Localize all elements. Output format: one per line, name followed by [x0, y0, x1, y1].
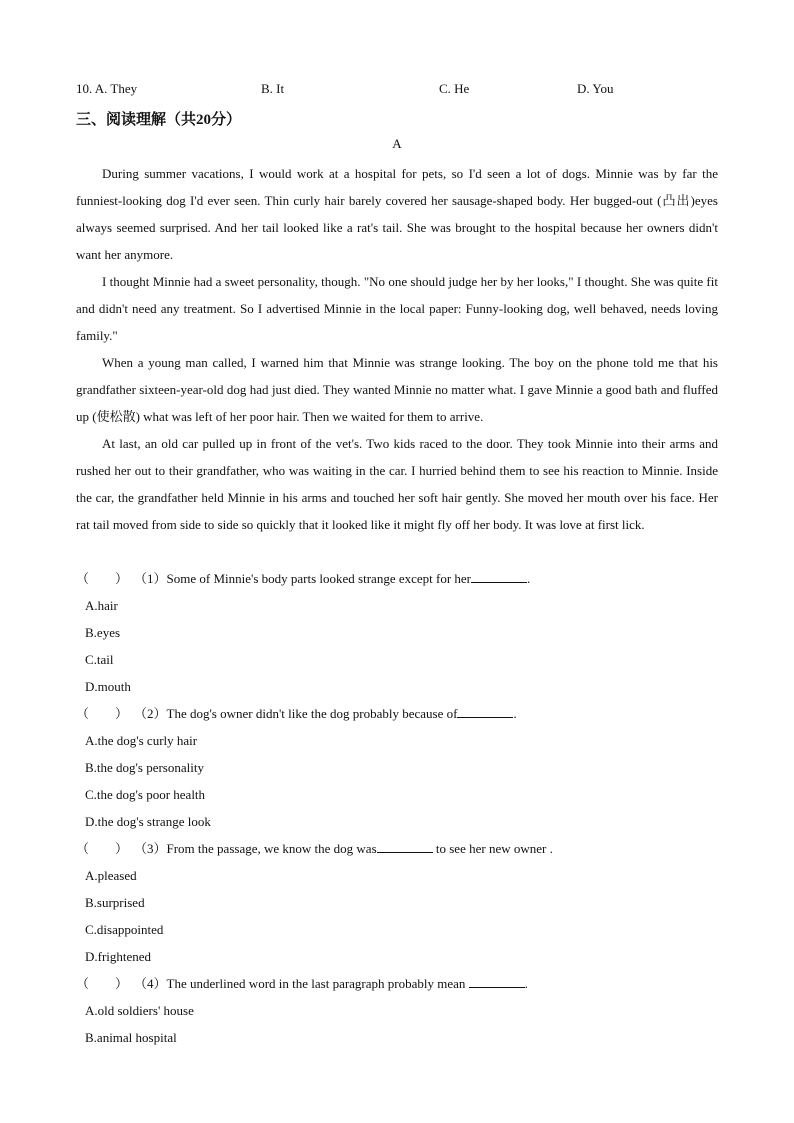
question-stem	[76, 700, 716, 727]
choice: B.eyes	[85, 625, 121, 640]
section-title: 三、阅读理解（共20分）	[76, 112, 242, 128]
paragraph: When a young man called, I warned him that Minnie was strange looking. The boy on the phone told me that his grandfather sixteen-year-old dog had just died. They wanted Minnie no matter what. I gave Minnie a good bath and fluffed up (使松散) what was left of her poor hair. Then we waited for them to arrive.	[76, 355, 718, 424]
stem-text: （2）The dog's owner didn't like the dog probably because of	[134, 706, 458, 721]
paragraph: During summer vacations, I would work at a hospital for pets, so I'd seen a lot of dogs. Minnie was by far the funniest-looking dog I'd ever seen. Thin curly hair barely covered her sausage-shaped body. Her bugged-out (凸出)eyes always seemed surprised. And her tail looked like a rat's tail. She was brought to the hospital because her owners didn't want her anymore.	[76, 166, 718, 262]
choice: B.surprised	[85, 895, 145, 910]
stem-text: （4）The underlined word in the last paragraph probably mean	[134, 976, 469, 991]
answer-blank	[457, 704, 513, 718]
answer-blank	[469, 974, 525, 988]
choice: B.animal hospital	[85, 1030, 177, 1045]
paragraph: I thought Minnie had a sweet personality, though. "No one should judge her by her looks," I thought. She was quite fit and didn't need any treatment. So I advertised Minnie in the local paper: Funny-looking dog, well behaved, needs loving family."	[76, 274, 718, 343]
choice: C.disappointed	[85, 922, 164, 937]
question-1	[76, 565, 716, 700]
question-stem	[76, 565, 716, 592]
question-4	[76, 970, 716, 1051]
q10-option-d: D. You	[577, 81, 614, 96]
answer-blank	[377, 839, 433, 853]
stem-text-end: .	[527, 571, 531, 586]
stem-text: （3）From the passage, we know the dog was	[134, 841, 377, 856]
choice: D.frightened	[85, 949, 152, 964]
choice: D.the dog's strange look	[85, 814, 211, 829]
q10-option-b: B. It	[261, 81, 285, 96]
choice: A.the dog's curly hair	[85, 733, 198, 748]
stem-text-end: .	[524, 976, 528, 991]
stem-text-end: .	[513, 706, 517, 721]
question-3	[76, 835, 716, 970]
passage-label: A	[392, 136, 402, 151]
choice: C.tail	[85, 652, 114, 667]
choice: A.hair	[85, 598, 118, 613]
q10-option-c: C. He	[439, 81, 470, 96]
answer-blank	[471, 569, 527, 583]
question-2	[76, 700, 716, 835]
choice: C.the dog's poor health	[85, 787, 206, 802]
question-list	[76, 565, 716, 1051]
choice: A.old soldiers' house	[85, 1003, 194, 1018]
paragraph: At last, an old car pulled up in front of the vet's. Two kids raced to the door. They took Minnie into their arms and rushed her out to their grandfather, who was waiting in the car. I hurried behind them to see his reaction to Minnie. Inside the car, the grandfather held Minnie in his arms and touched her soft hair gently. She moved her mouth over his face. Her rat tail moved from side to side so quickly that it looked like it might fly off her body. It was love at first lick.	[76, 436, 718, 532]
answer-paren: （ ）	[76, 841, 129, 856]
answer-paren: （ ）	[76, 571, 129, 586]
question-10-options	[76, 81, 716, 99]
choice: D.mouth	[85, 679, 131, 694]
choice: B.the dog's personality	[85, 760, 204, 775]
stem-text-end: to see her new owner .	[432, 841, 553, 856]
reading-passage	[76, 160, 718, 538]
question-stem	[76, 835, 716, 862]
q10-option-a: 10. A. They	[76, 81, 138, 96]
question-stem	[76, 970, 716, 997]
stem-text: （1）Some of Minnie's body parts looked strange except for her	[134, 571, 472, 586]
choice: A.pleased	[85, 868, 137, 883]
answer-paren: （ ）	[76, 706, 129, 721]
answer-paren: （ ）	[76, 976, 129, 991]
